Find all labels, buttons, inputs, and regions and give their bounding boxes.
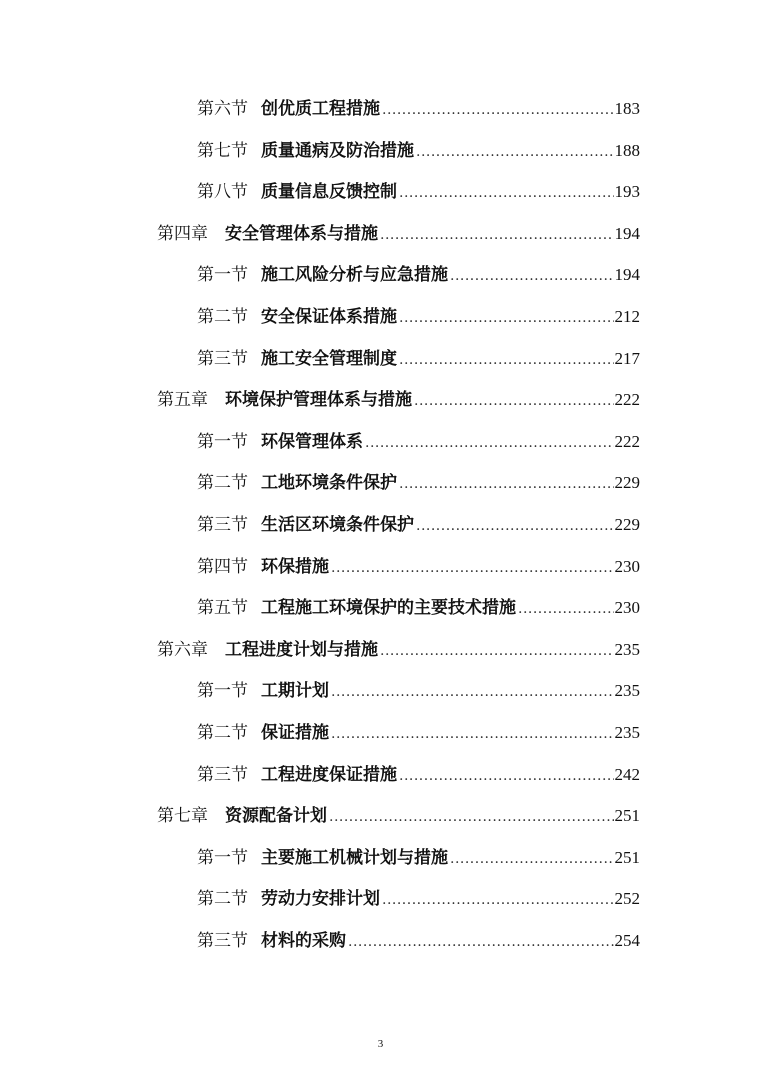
toc-dot-leader — [399, 298, 614, 340]
toc-entry-page: 230 — [614, 556, 640, 576]
toc-entry-title: 工程进度计划与措施 — [225, 639, 378, 660]
toc-section-entry[interactable] — [197, 878, 640, 920]
toc-entry-page: 242 — [614, 764, 640, 784]
toc-dot-leader — [416, 506, 614, 548]
toc-entry-title: 环保管理体系 — [261, 431, 363, 452]
toc-entry-number: 第二节 — [197, 723, 248, 743]
toc-entry-page: 183 — [614, 99, 640, 118]
toc-entry-title: 施工风险分析与应急措施 — [261, 265, 448, 286]
toc-entry-number: 第五节 — [197, 598, 248, 619]
toc-entry-page: 230 — [614, 598, 640, 618]
toc-entry-number: 第二节 — [197, 889, 248, 910]
toc-entry-number: 第一节 — [197, 431, 248, 452]
toc-section-entry[interactable] — [197, 421, 640, 463]
toc-entry-title: 工程施工环境保护的主要技术措施 — [261, 598, 516, 619]
toc-entry-page: 235 — [614, 639, 640, 659]
toc-entry-number: 第六章 — [157, 639, 208, 660]
toc-entry-title: 安全管理体系与措施 — [225, 223, 378, 244]
toc-entry-title: 工地环境条件保护 — [261, 473, 397, 494]
toc-entry-page: 252 — [614, 889, 640, 909]
toc-dot-leader — [331, 714, 614, 756]
toc-section-entry[interactable] — [197, 504, 640, 546]
toc-chapter-entry[interactable] — [157, 795, 640, 837]
toc-dot-leader — [331, 548, 614, 590]
toc-entry-number: 第二节 — [197, 307, 248, 327]
toc-section-entry[interactable] — [197, 670, 640, 712]
toc-section-entry[interactable] — [197, 296, 640, 338]
toc-entry-page: 235 — [614, 681, 640, 701]
toc-entry-number: 第一节 — [197, 847, 248, 868]
toc-section-entry[interactable] — [197, 171, 640, 213]
toc-section-entry[interactable] — [197, 546, 640, 588]
toc-entry-number: 第三节 — [197, 515, 248, 535]
toc-entry-number: 第四章 — [157, 223, 208, 244]
toc-section-entry[interactable] — [197, 338, 640, 380]
toc-entry-title: 安全保证体系措施 — [261, 307, 397, 327]
toc-entry-number: 第一节 — [197, 265, 248, 286]
toc-dot-leader — [365, 423, 614, 465]
toc-entry-page: 194 — [614, 265, 640, 285]
toc-entry-number: 第七节 — [197, 140, 248, 161]
toc-entry-number: 第一节 — [197, 681, 248, 702]
toc-dot-leader — [380, 631, 614, 673]
toc-section-entry[interactable] — [197, 88, 640, 130]
toc-entry-page: 194 — [614, 223, 640, 243]
toc-section-entry[interactable] — [197, 587, 640, 629]
toc-dot-leader — [382, 880, 614, 922]
toc-entry-page: 229 — [614, 515, 640, 534]
toc-entry-title: 资源配备计划 — [225, 806, 327, 827]
toc-entry-number: 第三节 — [197, 931, 248, 951]
toc-dot-leader — [518, 589, 614, 631]
toc-entry-page: 251 — [614, 806, 640, 826]
toc-section-entry[interactable] — [197, 462, 640, 504]
toc-entry-number: 第七章 — [157, 806, 208, 827]
toc-entry-title: 质量通病及防治措施 — [261, 140, 414, 161]
toc-chapter-entry[interactable] — [157, 379, 640, 421]
toc-entry-page: 251 — [614, 847, 640, 867]
toc-entry-number: 第三节 — [197, 764, 248, 785]
toc-dot-leader — [329, 797, 614, 839]
toc-dot-leader — [348, 922, 614, 964]
toc-entry-title: 材料的采购 — [261, 931, 346, 951]
toc-entry-title: 工期计划 — [261, 681, 329, 702]
toc-entry-number: 第五章 — [157, 390, 208, 411]
toc-entry-title: 施工安全管理制度 — [261, 348, 397, 369]
toc-entry-title: 生活区环境条件保护 — [261, 515, 414, 535]
toc-chapter-entry[interactable] — [157, 629, 640, 671]
toc-section-entry[interactable] — [197, 837, 640, 879]
toc-entry-title: 工程进度保证措施 — [261, 764, 397, 785]
toc-entry-title: 主要施工机械计划与措施 — [261, 847, 448, 868]
toc-entry-page: 188 — [614, 140, 640, 160]
toc-dot-leader — [450, 839, 614, 881]
toc-entry-number: 第六节 — [197, 99, 248, 119]
toc-section-entry[interactable] — [197, 920, 640, 962]
toc-entry-number: 第三节 — [197, 348, 248, 369]
toc-entry-page: 222 — [614, 390, 640, 410]
toc-dot-leader — [380, 215, 614, 257]
toc-section-entry[interactable] — [197, 254, 640, 296]
page-number: 3 — [377, 1038, 384, 1050]
toc-dot-leader — [382, 90, 614, 132]
toc-entry-page: 254 — [614, 931, 640, 950]
toc-entry-title: 环保措施 — [261, 556, 329, 577]
toc-entry-page: 229 — [614, 473, 640, 493]
toc-section-entry[interactable] — [197, 754, 640, 796]
toc-entry-title: 质量信息反馈控制 — [261, 182, 397, 203]
toc-entry-number: 第四节 — [197, 556, 248, 577]
toc-entry-page: 193 — [614, 182, 640, 202]
toc-dot-leader — [450, 256, 614, 298]
toc-entry-page: 217 — [614, 348, 640, 368]
toc-entry-number: 第八节 — [197, 182, 248, 203]
toc-dot-leader — [399, 756, 614, 798]
toc-chapter-entry[interactable] — [157, 213, 640, 255]
toc-dot-leader — [399, 340, 614, 382]
toc-entry-page: 235 — [614, 723, 640, 742]
toc-entry-number: 第二节 — [197, 473, 248, 494]
toc-dot-leader — [399, 173, 614, 215]
toc-dot-leader — [414, 381, 614, 423]
toc-entry-title: 劳动力安排计划 — [261, 889, 380, 910]
toc-entry-title: 保证措施 — [261, 723, 329, 743]
toc-entry-title: 环境保护管理体系与措施 — [225, 390, 412, 411]
toc-dot-leader — [331, 672, 614, 714]
toc-entry-page: 222 — [614, 431, 640, 451]
toc-entry-page: 212 — [614, 307, 640, 326]
toc-dot-leader — [416, 132, 614, 174]
toc-section-entry[interactable] — [197, 130, 640, 172]
toc-dot-leader — [399, 464, 614, 506]
toc-entry-title: 创优质工程措施 — [261, 99, 380, 119]
toc-section-entry[interactable] — [197, 712, 640, 754]
